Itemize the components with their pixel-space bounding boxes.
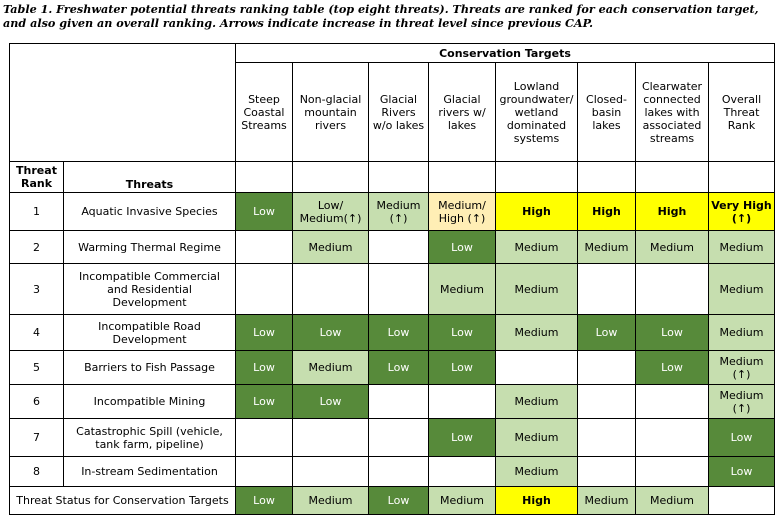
threat-level-cell: High bbox=[496, 193, 578, 231]
threat-rank-header: Threat Rank bbox=[10, 162, 64, 193]
threat-level-cell: Low bbox=[429, 351, 496, 385]
threat-name: Incompatible Road Development bbox=[64, 315, 236, 351]
threat-status-cell: Medium bbox=[429, 487, 496, 515]
empty-cell bbox=[496, 162, 578, 193]
threat-level-cell bbox=[429, 385, 496, 419]
table-caption: Table 1. Freshwater potential threats ranking table (top eight threats). Threats are ranked for each conservation target, and also given an overall ranking. Arrows indicate increase in threat level since previous CAP. bbox=[3, 2, 759, 30]
threat-level-cell: Medium bbox=[496, 315, 578, 351]
threat-status-cell: Low bbox=[236, 487, 293, 515]
threat-level-cell bbox=[636, 419, 709, 457]
threat-level-cell: Medium (↑) bbox=[709, 385, 775, 419]
threat-level-cell: Low bbox=[636, 315, 709, 351]
threat-name: Warming Thermal Regime bbox=[64, 231, 236, 264]
threat-level-cell: Medium (↑) bbox=[709, 351, 775, 385]
threat-name: In-stream Sedimentation bbox=[64, 457, 236, 487]
threat-rank: 4 bbox=[10, 315, 64, 351]
threat-level-cell bbox=[636, 457, 709, 487]
threat-level-cell: Low bbox=[636, 351, 709, 385]
threat-name: Catastrophic Spill (vehicle, tank farm, pipeline) bbox=[64, 419, 236, 457]
threats-header: Threats bbox=[64, 162, 236, 193]
threat-level-cell bbox=[578, 351, 636, 385]
threat-status-cell: Low bbox=[369, 487, 429, 515]
threat-level-cell: Medium (↑) bbox=[369, 193, 429, 231]
target-header-5: Lowland groundwater/ wetland dominated systems bbox=[496, 63, 578, 162]
empty-cell bbox=[369, 162, 429, 193]
threat-status-label: Threat Status for Conservation Targets bbox=[10, 487, 236, 515]
empty-cell bbox=[429, 162, 496, 193]
threat-name: Barriers to Fish Passage bbox=[64, 351, 236, 385]
threat-level-cell bbox=[578, 419, 636, 457]
threat-status-cell: High bbox=[496, 487, 578, 515]
threat-level-cell: Low bbox=[293, 315, 369, 351]
threat-level-cell bbox=[578, 385, 636, 419]
threat-level-cell: Low bbox=[236, 351, 293, 385]
empty-cell bbox=[578, 162, 636, 193]
threat-level-cell: Medium bbox=[293, 231, 369, 264]
threat-level-cell: Low bbox=[709, 419, 775, 457]
threat-level-cell bbox=[369, 385, 429, 419]
blank-header-cell bbox=[10, 44, 236, 162]
threat-level-cell: Low bbox=[429, 419, 496, 457]
threat-level-cell bbox=[369, 231, 429, 264]
threat-level-cell: Low bbox=[429, 315, 496, 351]
threat-level-cell bbox=[369, 419, 429, 457]
threat-level-cell bbox=[293, 457, 369, 487]
threat-level-cell bbox=[369, 457, 429, 487]
threat-level-cell: Medium bbox=[709, 315, 775, 351]
threat-level-cell: Very High (↑) bbox=[709, 193, 775, 231]
threat-rank: 2 bbox=[10, 231, 64, 264]
threat-level-cell bbox=[293, 264, 369, 315]
threat-row bbox=[10, 264, 775, 315]
threat-level-cell: Low bbox=[709, 457, 775, 487]
empty-cell bbox=[293, 162, 369, 193]
threat-row bbox=[10, 457, 775, 487]
target-header-8: Overall Threat Rank bbox=[709, 63, 775, 162]
threat-status-cell: Medium bbox=[636, 487, 709, 515]
threat-level-cell: Medium bbox=[496, 385, 578, 419]
target-header-4: Glacial rivers w/ lakes bbox=[429, 63, 496, 162]
threats-ranking-table bbox=[9, 43, 775, 515]
threat-row bbox=[10, 385, 775, 419]
threat-row bbox=[10, 315, 775, 351]
threat-level-cell: Medium bbox=[496, 419, 578, 457]
threat-level-cell bbox=[496, 351, 578, 385]
threat-rank: 7 bbox=[10, 419, 64, 457]
threat-level-cell: Low bbox=[293, 385, 369, 419]
threat-level-cell: High bbox=[578, 193, 636, 231]
threat-row bbox=[10, 351, 775, 385]
target-header-2: Non-glacial mountain rivers bbox=[293, 63, 369, 162]
threat-level-cell bbox=[636, 264, 709, 315]
threat-level-cell: Low bbox=[369, 351, 429, 385]
target-header-6: Closed-basin lakes bbox=[578, 63, 636, 162]
empty-cell bbox=[709, 162, 775, 193]
threat-row bbox=[10, 193, 775, 231]
threat-level-cell: Medium bbox=[496, 264, 578, 315]
threat-rank: 3 bbox=[10, 264, 64, 315]
conservation-targets-header: Conservation Targets bbox=[236, 44, 775, 63]
target-header-1: Steep Coastal Streams bbox=[236, 63, 293, 162]
threat-level-cell: Medium bbox=[709, 231, 775, 264]
threat-level-cell: Medium bbox=[578, 231, 636, 264]
threat-level-cell: Medium bbox=[429, 264, 496, 315]
threat-level-cell: Medium bbox=[636, 231, 709, 264]
threat-status-cell bbox=[709, 487, 775, 515]
target-header-7: Clearwater connected lakes with associated streams bbox=[636, 63, 709, 162]
empty-cell bbox=[636, 162, 709, 193]
threat-rank: 1 bbox=[10, 193, 64, 231]
threat-rank: 8 bbox=[10, 457, 64, 487]
threat-level-cell bbox=[236, 264, 293, 315]
threat-level-cell: Low bbox=[236, 193, 293, 231]
threat-rank: 5 bbox=[10, 351, 64, 385]
threat-name: Incompatible Mining bbox=[64, 385, 236, 419]
threat-level-cell: Medium bbox=[496, 457, 578, 487]
threat-row bbox=[10, 419, 775, 457]
threat-level-cell: Medium/ High (↑) bbox=[429, 193, 496, 231]
threat-level-cell: Medium bbox=[293, 351, 369, 385]
threat-level-cell bbox=[236, 457, 293, 487]
threat-rank: 6 bbox=[10, 385, 64, 419]
threat-level-cell bbox=[293, 419, 369, 457]
threat-level-cell: Low/ Medium(↑) bbox=[293, 193, 369, 231]
threat-level-cell: Low bbox=[429, 231, 496, 264]
target-header-3: Glacial Rivers w/o lakes bbox=[369, 63, 429, 162]
threat-name: Incompatible Commercial and Residential Development bbox=[64, 264, 236, 315]
empty-cell bbox=[236, 162, 293, 193]
threat-status-row bbox=[10, 487, 775, 515]
threat-level-cell: Medium bbox=[496, 231, 578, 264]
threat-level-cell bbox=[236, 231, 293, 264]
threat-level-cell bbox=[429, 457, 496, 487]
threat-level-cell bbox=[636, 385, 709, 419]
threat-level-cell bbox=[578, 457, 636, 487]
threat-level-cell bbox=[236, 419, 293, 457]
threat-level-cell bbox=[578, 264, 636, 315]
threat-level-cell: Low bbox=[236, 315, 293, 351]
threat-level-cell: Low bbox=[578, 315, 636, 351]
threat-status-cell: Medium bbox=[578, 487, 636, 515]
threat-level-cell: Medium bbox=[709, 264, 775, 315]
threat-status-cell: Medium bbox=[293, 487, 369, 515]
threat-row bbox=[10, 231, 775, 264]
threat-level-cell: Low bbox=[369, 315, 429, 351]
threat-level-cell: High bbox=[636, 193, 709, 231]
threat-level-cell bbox=[369, 264, 429, 315]
threat-level-cell: Low bbox=[236, 385, 293, 419]
threat-name: Aquatic Invasive Species bbox=[64, 193, 236, 231]
